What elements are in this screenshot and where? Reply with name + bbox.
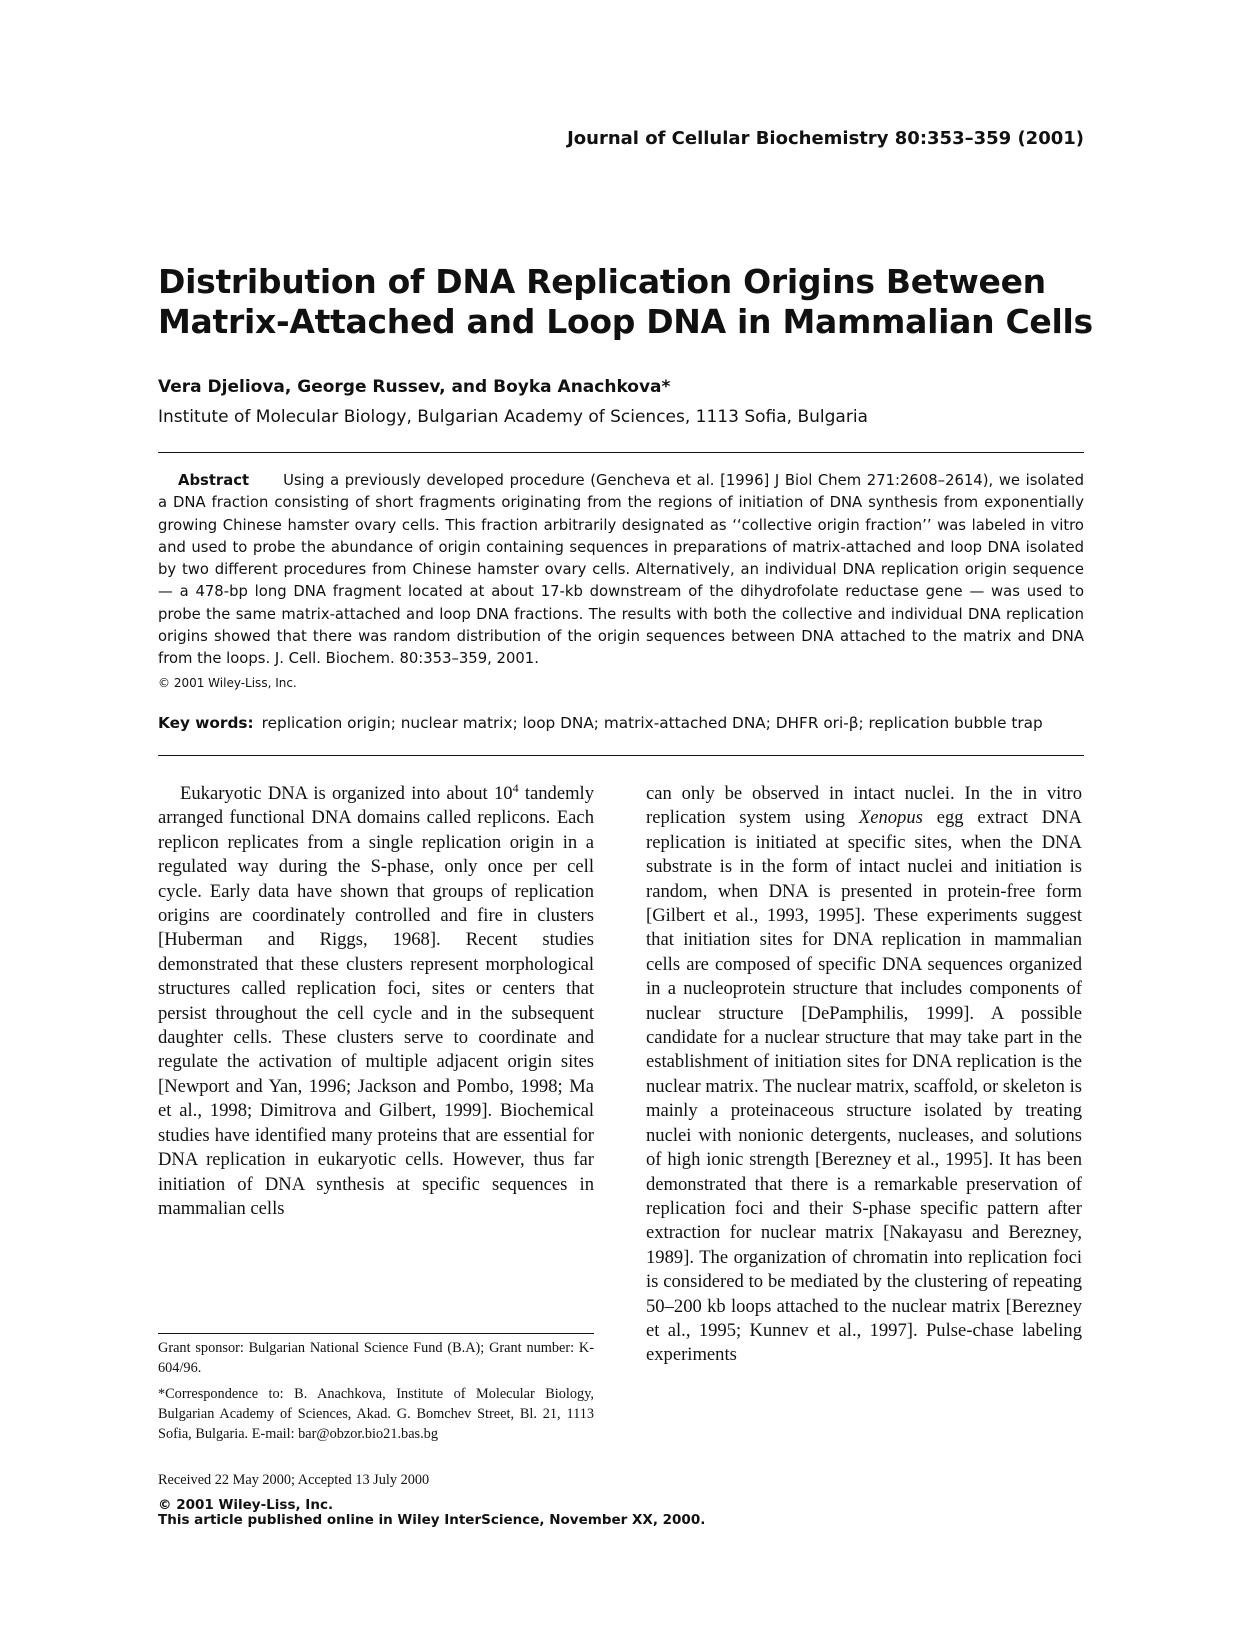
abstract (158, 470, 1084, 671)
keywords-label: Key words: (158, 714, 254, 732)
received-footnote: Received 22 May 2000; Accepted 13 July 2000 (158, 1472, 430, 1488)
author-list: Vera Djeliova, George Russev, and Boyka Anachkova* (158, 377, 671, 397)
abstract-label: Abstract (178, 472, 250, 489)
body-column-right (646, 782, 1082, 1368)
correspondence-footnote: *Correspondence to: B. Anachkova, Institute of Molecular Biology, Bulgarian Academy of Sciences, Akad. G. Bomchev Street, Bl. 21, 1113 Sofia, Bulgaria. E-mail: bar@obzor.bio21.bas.bg (158, 1386, 594, 1442)
intro-text: Eukaryotic DNA is organized into about 10 (180, 783, 513, 804)
footnote-rule (158, 1333, 594, 1334)
keywords-bottom-rule (158, 755, 1084, 756)
abstract-copyright: © 2001 Wiley-Liss, Inc. (158, 676, 297, 690)
publication-copyright: © 2001 Wiley-Liss, Inc. (158, 1497, 334, 1513)
grant-footnote: Grant sponsor: Bulgarian National Science Fund (B.A); Grant number: K-604/96. (158, 1340, 594, 1376)
journal-citation: Journal of Cellular Biochemistry 80:353–359 (2001) (567, 128, 1084, 149)
online-publication-note: This article published online in Wiley InterScience, November XX, 2000. (158, 1512, 706, 1528)
abstract-text: Using a previously developed procedure (Gencheva et al. [1996] J Biol Chem 271:2608–2614), we isolated a DNA fraction consisting of short fragments originating from the regions of initiation of DNA synthesis from exponentially growing Chinese hamster ovary cells. This fraction arbitrarily designated as ‘‘collective origin fraction’’ was labeled in vitro and used to probe the abundance of origin containing sequences in preparations of matrix-attached and loop DNA isolated by two different procedures from Chinese hamster ovary cells. Alternatively, an individual DNA replication origin sequence — a 478-bp long DNA fragment located at about 17-kb downstream of the dihydrofolate reductase gene — was used to probe the same matrix-attached and loop DNA fractions. The results with both the collective and individual DNA replication origins showed that there was random distribution of the origin sequences between DNA attached to the matrix and DNA from the loops. J. Cell. Biochem. 80:353–359, 2001. (158, 472, 1084, 668)
affiliation: Institute of Molecular Biology, Bulgarian Academy of Sciences, 1113 Sofia, Bulgaria (158, 407, 868, 427)
abstract-top-rule (158, 452, 1084, 453)
species-name: Xenopus (858, 807, 923, 829)
left-column-text: tandemly arranged functional DNA domains called replicons. Each replicon replicates from a single replication origin in a regulated way during the S-phase, only once per cell cycle. Early data have shown that groups of replication origins are coordinately controlled and fire in clusters [Huberman and Riggs, 1968]. Recent studies demonstrated that these clusters represent morphological structures called replication foci, sites or centers that persist throughout the cell cycle and in the subsequent daughter cells. These clusters serve to coordinate and regulate the activation of multiple adjacent origin sites [Newport and Yan, 1996; Jackson and Pombo, 1998; Ma et al., 1998; Dimitrova and Gilbert, 1999]. Biochemical studies have identified many proteins that are essential for DNA replication in eukaryotic cells. However, thus far initiation of DNA synthesis at specific sequences in mammalian cells (158, 783, 595, 1219)
keywords-text: replication origin; nuclear matrix; loop DNA; matrix-attached DNA; DHFR ori-β; replication bubble trap (261, 714, 1043, 732)
exponent: 4 (512, 780, 519, 795)
right-column-text-a: can only be observed in intact nuclei. In the in vitro replication system using (646, 783, 1082, 829)
article-title: Distribution of DNA Replication Origins Between Matrix-Attached and Loop DNA in Mammalian Cells (158, 262, 1093, 341)
body-column-left (158, 782, 594, 1221)
right-column-text-b: egg extract DNA replication is initiated at specific sites, when the DNA substrate is in the form of intact nuclei and initiation is random, when DNA is presented in protein-free form [Gilbert et al., 1993, 1995]. These experiments suggest that initiation sites for DNA replication in mammalian cells are composed of specific DNA sequences organized in a nucleoprotein structure that includes components of nuclear structure [DePamphilis, 1999]. A possible candidate for a nuclear structure that may take part in the establishment of initiation sites for DNA replication is the nuclear matrix. The nuclear matrix, scaffold, or skeleton is mainly a proteinaceous structure isolated by treating nuclei with nonionic detergents, nucleases, and solutions of high ionic strength [Berezney et al., 1995]. It has been demonstrated that there is a remarkable preservation of replication foci and their S-phase specific pattern after extraction for nuclear matrix [Nakayasu and Berezney, 1989]. The organization of chromatin into replication foci is considered to be mediated by the clustering of repeating 50–200 kb loops attached to the nuclear matrix [Berezney et al., 1995; Kunnev et al., 1997]. Pulse-chase labeling experiments (646, 807, 1082, 1366)
keywords (158, 714, 1088, 732)
